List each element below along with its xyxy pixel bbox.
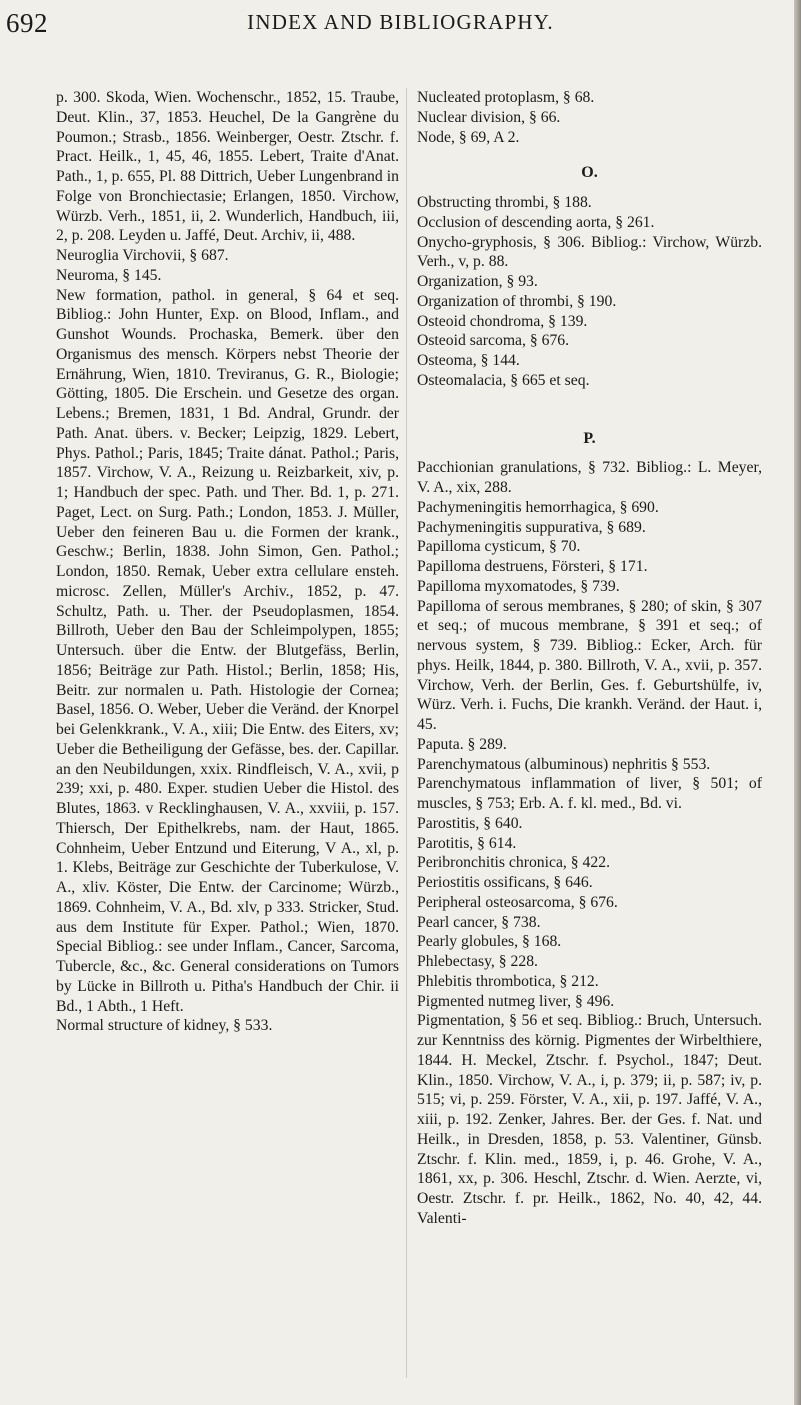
- index-entry-neuroma: Neuroma, § 145.: [56, 266, 162, 284]
- index-entry-skoda-continuation: p. 300. Skoda, Wien. Wochenschr., 1852, 15. Traube, Deut. Klin., 37, 1853. Heuchel, De la Gangrène du Poumon.; Strasb., 1856. Weinberger, Oestr. Ztschr. f. Pract. Heilk., 1, 45, 46, 1855. Lebert, Traite d'Anat. Path., 1, p. 655, Pl. 88 Dittrich, Ueber Lungenbrand in Folge von Bronchiectasie; Erlangen, 1850. Virchow, Würzb. Verh., 1851, ii, 2. Wunderlich, Handbuch, iii, 2, p. 208. Leyden u. Jaffé, Deut. Archiv, ii, 488.: [56, 89, 399, 245]
- section-heading-o: O.: [581, 164, 598, 182]
- section-heading-p: P.: [583, 429, 596, 447]
- index-entry-nucleated-protoplasm: Nucleated protoplasm, § 68.: [417, 89, 595, 106]
- page-header: [0, 0, 801, 60]
- index-entry-organization: Organization, § 93.: [417, 273, 538, 290]
- index-entry-neuroglia: Neuroglia Virchovii, § 687.: [56, 247, 229, 264]
- index-entry-phlebectasy: Phlebectasy, § 228.: [417, 953, 538, 970]
- index-entry-pacchionian: Pacchionian granulations, § 732. Bibliog.: L. Meyer, V. A., xix, 288.: [417, 459, 762, 496]
- index-entry-peripheral-osteosarcoma: Peripheral osteosarcoma, § 676.: [417, 893, 618, 911]
- index-entry-organization-thrombi: Organization of thrombi, § 190.: [417, 292, 617, 310]
- index-entry-obstructing-thrombi: Obstructing thrombi, § 188.: [417, 194, 592, 211]
- index-entry-pigmentation: Pigmentation, § 56 et seq. Bibliog.: Bruch, Untersuch. zur Kenntniss des körnig. Pigmentes der Wirbelthiere, 1844. H. Meckel, Ztschr. f. Psychol., 1847; Deut. Klin., 1850. Virchow, V. A., i, p. 379; ii, p. 587; iv, p. 515; vi, p. 259. Förster, V. A., xii, p. 197. Jaffé, V. A., xiii, p. 192. Zenker, Jahres. Ber. der Ges. f. Nat. und Heilk., in Dresden, 1858, p. 53. Valentiner, Günsb. Ztschr. f. Klin. med., 1859, i, p. 46. Grohe, V. A., 1861, xx, p. 306. Heschl, Ztschr. d. Wien. Aerzte, vi, Oestr. Ztschr. f. pr. Heilk., 1862, No. 40, 42, 44. Valenti-: [417, 1012, 762, 1227]
- index-entry-occlusion-aorta: Occlusion of descending aorta, § 261.: [417, 213, 655, 231]
- index-entry-parostitis: Parostitis, § 640.: [417, 814, 523, 832]
- scan-page-edge: [794, 0, 801, 1405]
- index-entry-paputa: Paputa. § 289.: [417, 735, 507, 753]
- index-entry-papilloma-cysticum: Papilloma cysticum, § 70.: [417, 538, 581, 556]
- index-entry-node: Node, § 69, A 2.: [417, 128, 520, 146]
- index-entry-new-formation: New formation, pathol. in general, § 64 et seq. Bibliog.: John Hunter, Exp. on Blood, Inflam., and Gunshot Wounds. Prochaska, Bemerk. über den Organismus des mensch. Körpers nebst Theorie der Ernährung, Wien, 1810. Treviranus, G. R., Biologie; Götting, 1805. Die Erschein. und Gesetze des organ. Lebens.; Bremen, 1831, 1 Bd. Andral, Grundr. der Path. Anat. übers. v. Becker; Leipzig, 1829. Lebert, Phys. Pathol.; Paris, 1845; Traite dánat. Pathol.; Paris, 1857. Virchow, V. A., Reizung u. Reizbarkeit, xiv, p. 1; Handbuch der spec. Path. und Ther. Bd. 1, p. 271. Paget, Lect. on Surg. Path.; London, 1853. J. Müller, Ueber den feineren Bau u. die Formen der krank., Geschw.; Berlin, 1838. John Simon, Gen. Pathol.; London, 1850. Remak, Ueber extra cellulare ensteh. microsc. Zellen, Müller's Archiv., 1852, p. 47. Schultz, Path. u. Ther. der Pseudoplasmen, 1854. Billroth, Ueber den Bau der Schleimpolypen, 1855; Untersuch. über die Entw. der Blutgefäss, Berlin, 1856; Beiträge zur Path. Histol.; Berlin, 1858; His, Beitr. zur normalen u. Path. Histologie der Cornea; Basel, 1856. O. Weber, Ueber die Veränd. der Knorpel bei Gelenkkrank., V. A., xiii; Die Entw. des Eiters, xv; Ueber die Betheiligung der Gefässe, bes. der. Capillar. an den Neubildungen, xxix. Rindfleisch, V. A., xvii, p 239; xxi, p. 480. Exper. studien Ueber die Histol. des Blutes, 1863. v Recklinghausen, V. A., xxviii, p. 157. Thiersch, Der Epithelkrebs, nam. der Haut, 1865. Cohnheim, Ueber Entzund und Eiterung, V A., xl, p. 1. Klebs, Beiträge zur Geschichte der Tuberkulose, V. A., xliv. Köster, Die Entw. der Carcinome; Würzb., 1869. Cohnheim, V. A., Bd. xlv, p 333. Stricker, Stud. aus dem Institute für Exper. Pathol.; Wien, 1870. Special Bibliog.: see under Inflam., Cancer, Sarcoma, Tubercle, &c., &c. General considerations on Tumors by Lücke in Billroth u. Pitha's Handbuch der Chir. ii Bd., 1 Abth., 1 Heft.: [56, 286, 399, 1015]
- column-gutter: [406, 88, 407, 1378]
- index-entry-parotitis: Parotitis, § 614.: [417, 834, 517, 852]
- index-entry-papilloma-destruens: Papilloma destruens, Försteri, § 171.: [417, 558, 648, 575]
- index-entry-pearly-globules: Pearly globules, § 168.: [417, 933, 562, 951]
- index-entry-papilloma-serous: Papilloma of serous membranes, § 280; of skin, § 307 et seq.; of mucous membrane, § 391 et seq.; of nervous system, § 739. Bibliog.: Ecker, Arch. für phys. Heilk, 1844, p. 380. Billroth, V. A., xvii, p. 357. Virchow, Verh. der Berlin, Ges. f. Geburtshülfe, iv, Würz. Verh. i. Fuchs, Die krankh. Veränd. der Haut. i, 45.: [417, 597, 762, 733]
- index-entry-pachymeningitis-hemorrhagica: Pachymeningitis hemorrhagica, § 690.: [417, 498, 659, 516]
- index-entry-peribronchitis: Peribronchitis chronica, § 422.: [417, 854, 610, 872]
- index-entry-pearl-cancer: Pearl cancer, § 738.: [417, 913, 541, 931]
- index-entry-periostitis: Periostitis ossificans, § 646.: [417, 874, 593, 891]
- page-number: 692: [6, 8, 48, 38]
- index-entry-osteoid-chondroma: Osteoid chondroma, § 139.: [417, 312, 588, 330]
- index-entry-phlebitis: Phlebitis thrombotica, § 212.: [417, 972, 599, 990]
- index-entry-osteoma: Osteoma, § 144.: [417, 352, 520, 369]
- index-entry-pigmented-liver: Pigmented nutmeg liver, § 496.: [417, 992, 615, 1010]
- index-entry-osteoid-sarcoma: Osteoid sarcoma, § 676.: [417, 332, 570, 350]
- index-entry-parenchymatous-nephritis: Parenchymatous (albuminous) nephritis § 553.: [417, 755, 711, 773]
- index-entry-nuclear-division: Nuclear division, § 66.: [417, 108, 561, 126]
- right-column: [417, 88, 762, 1229]
- index-entry-parenchymatous-inflammation: Parenchymatous inflammation of liver, § 501; of muscles, § 753; Erb. A. f. kl. med., Bd. vi.: [417, 775, 762, 812]
- index-entry-onycho-gryphosis: Onycho-gryphosis, § 306. Bibliog.: Virchow, Würzb. Verh., v, p. 88.: [417, 233, 762, 271]
- index-entry-papilloma-myxomatodes: Papilloma myxomatodes, § 739.: [417, 577, 620, 595]
- left-column: [56, 88, 399, 1036]
- index-entry-osteomalacia: Osteomalacia, § 665 et seq.: [417, 371, 590, 389]
- running-title: INDEX AND BIBLIOGRAPHY.: [247, 10, 554, 34]
- index-entry-normal-structure-kidney: Normal structure of kidney, § 533.: [56, 1017, 273, 1035]
- index-entry-pachymeningitis-suppurativa: Pachymeningitis suppurativa, § 689.: [417, 518, 646, 536]
